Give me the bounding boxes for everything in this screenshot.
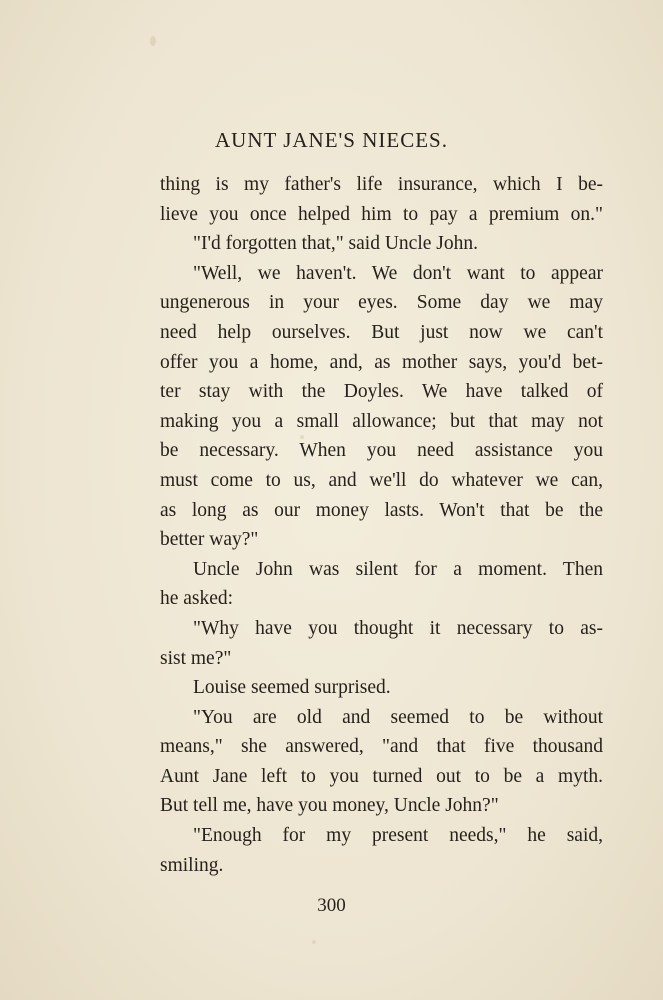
paper-blemish	[312, 940, 316, 944]
text-line: offer you a home, and, as mother says, you'd bet-	[160, 351, 603, 373]
text-line: thing is my father's life insurance, which I be-	[160, 174, 603, 195]
text-line: "Why have you thought it necessary to as-	[193, 617, 603, 639]
text-line: Aunt Jane left to you turned out to be a myth.	[160, 765, 603, 787]
text-line: he asked:	[160, 588, 234, 610]
text-line: lieve you once helped him to pay a premium on."	[160, 203, 603, 225]
text-line: smiling.	[160, 854, 224, 876]
text-line: must come to us, and we'll do whatever we can,	[160, 469, 603, 491]
text-line: better way?"	[160, 529, 259, 551]
text-line: as long as our money lasts. Won't that be the	[160, 499, 603, 521]
page-number: 300	[317, 895, 346, 916]
body-text	[160, 170, 603, 880]
text-line: need help ourselves. But just now we can't	[160, 321, 603, 343]
paper-blemish	[150, 36, 156, 46]
text-line: "Enough for my present needs," he said,	[193, 825, 603, 847]
text-line: "You are old and seemed to be without	[193, 706, 603, 728]
running-head: AUNT JANE'S NIECES.	[215, 128, 448, 152]
text-line: But tell me, have you money, Uncle John?"	[160, 795, 499, 817]
text-line: Uncle John was silent for a moment. Then	[193, 558, 603, 580]
text-line: "I'd forgotten that," said Uncle John.	[193, 233, 478, 255]
text-line: sist me?"	[160, 647, 232, 669]
text-line: means," she answered, "and that five thousand	[160, 736, 603, 758]
text-line: ter stay with the Doyles. We have talked of	[160, 381, 603, 403]
text-line: ungenerous in your eyes. Some day we may	[160, 292, 603, 314]
text-line: be necessary. When you need assistance you	[160, 440, 603, 462]
text-line: Louise seemed surprised.	[193, 677, 391, 699]
text-line: "Well, we haven't. We don't want to appear	[193, 262, 603, 284]
text-line: making you a small allowance; but that may not	[160, 410, 603, 432]
